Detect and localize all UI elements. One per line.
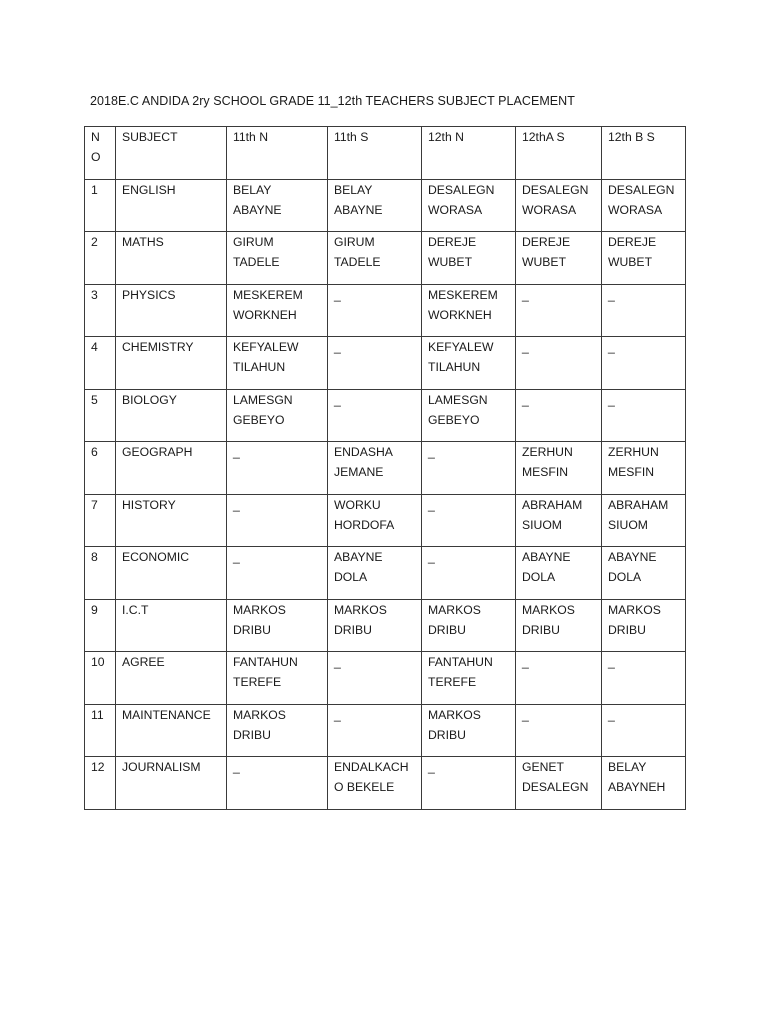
- table-cell-12th-n: LAMESGN GEBEYO: [422, 389, 516, 442]
- table-cell-no: 3: [85, 284, 116, 337]
- table-cell-12th-a-s: _: [516, 337, 602, 390]
- table-cell-subject: CHEMISTRY: [116, 337, 227, 390]
- table-row: [85, 179, 686, 232]
- table-cell-12th-a-s: _: [516, 652, 602, 705]
- table-cell-subject: I.C.T: [116, 599, 227, 652]
- table-cell-12th-n: KEFYALEW TILAHUN: [422, 337, 516, 390]
- table-cell-no: 11: [85, 704, 116, 757]
- table-row: [85, 232, 686, 285]
- table-cell-11th-s: _: [328, 284, 422, 337]
- table-cell-12th-b-s: _: [602, 284, 686, 337]
- table-cell-12th-a-s: DESALEGN WORASA: [516, 179, 602, 232]
- table-cell-11th-s: ENDALKACHO BEKELE: [328, 757, 422, 810]
- table-cell-no: 2: [85, 232, 116, 285]
- table-cell-11th-s: GIRUM TADELE: [328, 232, 422, 285]
- table-cell-12th-a-s: _: [516, 389, 602, 442]
- table-cell-11th-n: _: [227, 494, 328, 547]
- table-row: [85, 652, 686, 705]
- table-row: [85, 599, 686, 652]
- table-cell-12th-b-s: DESALEGN WORASA: [602, 179, 686, 232]
- table-cell-12th-b-s: ABRAHAM SIUOM: [602, 494, 686, 547]
- table-cell-12th-a-s: ABRAHAM SIUOM: [516, 494, 602, 547]
- table-cell-11th-n: GIRUM TADELE: [227, 232, 328, 285]
- table-cell-subject: ENGLISH: [116, 179, 227, 232]
- table-cell-no: 7: [85, 494, 116, 547]
- table-cell-12th-b-s: _: [602, 652, 686, 705]
- table-cell-11th-s: _: [328, 704, 422, 757]
- document-title: 2018E.C ANDIDA 2ry SCHOOL GRADE 11_12th TEACHERS SUBJECT PLACEMENT: [90, 94, 575, 108]
- table-cell-no: 4: [85, 337, 116, 390]
- table-cell-12th-n: MESKEREM WORKNEH: [422, 284, 516, 337]
- table-cell-11th-n: MESKEREM WORKNEH: [227, 284, 328, 337]
- table-cell-11th-n: MARKOS DRIBU: [227, 599, 328, 652]
- table-cell-subject: MAINTENANCE: [116, 704, 227, 757]
- header-cell-11th-n: 11th N: [227, 127, 328, 180]
- table-cell-12th-b-s: ZERHUN MESFIN: [602, 442, 686, 495]
- table-cell-no: 8: [85, 547, 116, 600]
- table-cell-no: 12: [85, 757, 116, 810]
- table-cell-12th-b-s: DEREJE WUBET: [602, 232, 686, 285]
- table-row: [85, 389, 686, 442]
- table-cell-12th-b-s: _: [602, 337, 686, 390]
- table-cell-subject: JOURNALISM: [116, 757, 227, 810]
- table-cell-no: 5: [85, 389, 116, 442]
- table-cell-subject: HISTORY: [116, 494, 227, 547]
- table-cell-12th-a-s: ZERHUN MESFIN: [516, 442, 602, 495]
- table-header-row: [85, 127, 686, 180]
- table-cell-no: 10: [85, 652, 116, 705]
- table-cell-12th-n: _: [422, 442, 516, 495]
- table-cell-11th-s: _: [328, 337, 422, 390]
- table-cell-12th-n: _: [422, 547, 516, 600]
- table-cell-11th-n: _: [227, 547, 328, 600]
- table-cell-no: 6: [85, 442, 116, 495]
- header-cell-no: N O: [85, 127, 116, 180]
- table-cell-12th-a-s: _: [516, 284, 602, 337]
- table-cell-12th-a-s: _: [516, 704, 602, 757]
- table-cell-11th-s: ABAYNE DOLA: [328, 547, 422, 600]
- table-cell-11th-s: MARKOS DRIBU: [328, 599, 422, 652]
- table-cell-12th-a-s: MARKOS DRIBU: [516, 599, 602, 652]
- table-cell-12th-a-s: GENET DESALEGN: [516, 757, 602, 810]
- table-row: [85, 442, 686, 495]
- table-cell-11th-n: KEFYALEW TILAHUN: [227, 337, 328, 390]
- table-row: [85, 547, 686, 600]
- table-cell-12th-a-s: DEREJE WUBET: [516, 232, 602, 285]
- table-cell-11th-n: FANTAHUN TEREFE: [227, 652, 328, 705]
- table-cell-12th-n: _: [422, 757, 516, 810]
- table-cell-11th-n: _: [227, 757, 328, 810]
- table-cell-12th-b-s: _: [602, 704, 686, 757]
- table-cell-subject: MATHS: [116, 232, 227, 285]
- table-cell-no: 1: [85, 179, 116, 232]
- table-cell-subject: PHYSICS: [116, 284, 227, 337]
- table-cell-12th-n: FANTAHUN TEREFE: [422, 652, 516, 705]
- table-cell-12th-n: _: [422, 494, 516, 547]
- table-cell-no: 9: [85, 599, 116, 652]
- header-cell-12th-a-s: 12thA S: [516, 127, 602, 180]
- table-row: [85, 284, 686, 337]
- table-cell-11th-n: LAMESGN GEBEYO: [227, 389, 328, 442]
- table-cell-12th-b-s: ABAYNE DOLA: [602, 547, 686, 600]
- table-cell-11th-n: BELAY ABAYNE: [227, 179, 328, 232]
- table-cell-12th-n: DEREJE WUBET: [422, 232, 516, 285]
- header-cell-12th-b-s: 12th B S: [602, 127, 686, 180]
- table-cell-12th-b-s: MARKOS DRIBU: [602, 599, 686, 652]
- table-cell-11th-s: _: [328, 389, 422, 442]
- table-row: [85, 337, 686, 390]
- table-cell-12th-n: MARKOS DRIBU: [422, 704, 516, 757]
- table-cell-subject: AGREE: [116, 652, 227, 705]
- table-cell-12th-n: MARKOS DRIBU: [422, 599, 516, 652]
- table-row: [85, 704, 686, 757]
- table-cell-12th-b-s: _: [602, 389, 686, 442]
- table-cell-12th-n: DESALEGN WORASA: [422, 179, 516, 232]
- table-cell-12th-a-s: ABAYNE DOLA: [516, 547, 602, 600]
- table-row: [85, 494, 686, 547]
- header-cell-12th-n: 12th N: [422, 127, 516, 180]
- header-cell-subject: SUBJECT: [116, 127, 227, 180]
- table-cell-11th-s: WORKU HORDOFA: [328, 494, 422, 547]
- header-cell-11th-s: 11th S: [328, 127, 422, 180]
- table-cell-subject: GEOGRAPH: [116, 442, 227, 495]
- table-cell-11th-s: BELAY ABAYNE: [328, 179, 422, 232]
- table-cell-subject: ECONOMIC: [116, 547, 227, 600]
- subject-placement-table: [84, 126, 686, 810]
- table-row: [85, 757, 686, 810]
- table-cell-subject: BIOLOGY: [116, 389, 227, 442]
- table-cell-12th-b-s: BELAY ABAYNEH: [602, 757, 686, 810]
- table-cell-11th-s: ENDASHA JEMANE: [328, 442, 422, 495]
- table-cell-11th-n: _: [227, 442, 328, 495]
- table-cell-11th-s: _: [328, 652, 422, 705]
- table-cell-11th-n: MARKOS DRIBU: [227, 704, 328, 757]
